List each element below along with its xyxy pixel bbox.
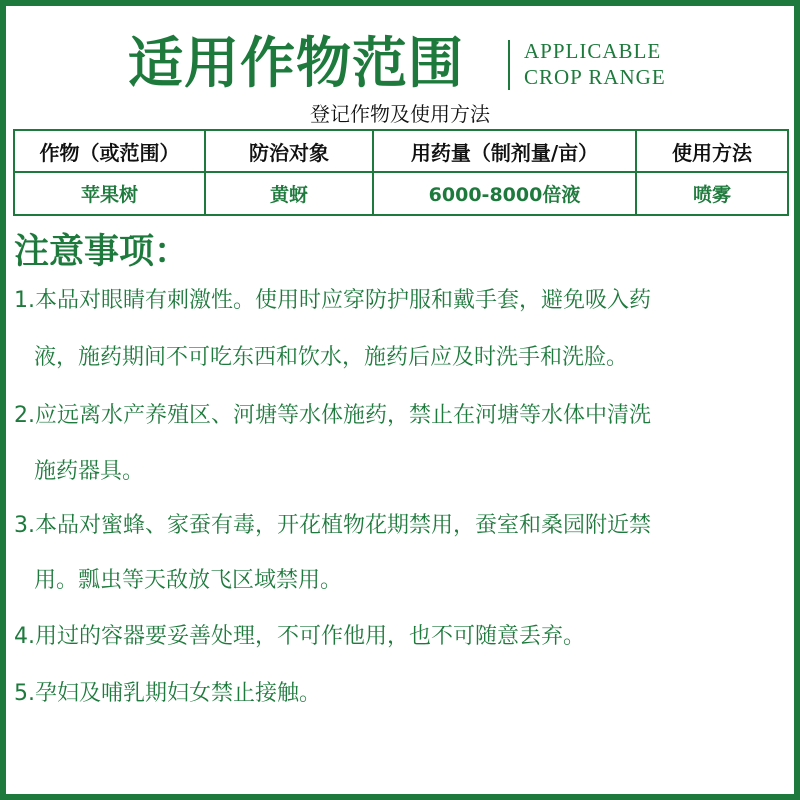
column-header-target: 防治对象	[205, 130, 373, 172]
note-5: 5.孕妇及哺乳期妇女禁止接触。	[14, 681, 321, 706]
title-english-line-2: CROP RANGE	[524, 65, 666, 89]
note-2-line-1: 2.应远离水产养殖区、河塘等水体施药，禁止在河塘等水体中清洗	[14, 403, 651, 428]
page-title: 适用作物范围	[128, 30, 465, 95]
cell-target: 黄蚜	[205, 172, 373, 215]
note-4: 4.用过的容器要妥善处理，不可作他用，也不可随意丢弃。	[14, 624, 585, 649]
table-caption: 登记作物及使用方法	[310, 102, 490, 126]
note-3-line-2: 用。瓢虫等天敌放飞区域禁用。	[34, 568, 343, 593]
note-2-line-2: 施药器具。	[34, 459, 145, 484]
notes-heading: 注意事项：	[14, 231, 190, 272]
note-1-line-2: 液，施药期间不可吃东西和饮水，施药后应及时洗手和洗脸。	[34, 345, 629, 370]
cell-method: 喷雾	[636, 172, 788, 215]
page-title-english	[524, 38, 666, 90]
column-header-method: 使用方法	[636, 130, 788, 172]
table-header-row	[14, 130, 788, 172]
registration-table	[13, 129, 789, 216]
title-english-line-1: APPLICABLE	[524, 39, 662, 63]
cell-crop: 苹果树	[14, 172, 205, 215]
column-header-crop: 作物（或范围）	[14, 130, 205, 172]
note-1-line-1: 1.本品对眼睛有刺激性。使用时应穿防护服和戴手套，避免吸入药	[14, 288, 651, 313]
note-3-line-1: 3.本品对蜜蜂、家蚕有毒，开花植物花期禁用，蚕室和桑园附近禁	[14, 513, 651, 538]
cell-dosage: 6000-8000倍液	[373, 172, 636, 215]
table-row	[14, 172, 788, 215]
column-header-dosage: 用药量（制剂量/亩）	[373, 130, 636, 172]
title-divider	[508, 40, 510, 90]
